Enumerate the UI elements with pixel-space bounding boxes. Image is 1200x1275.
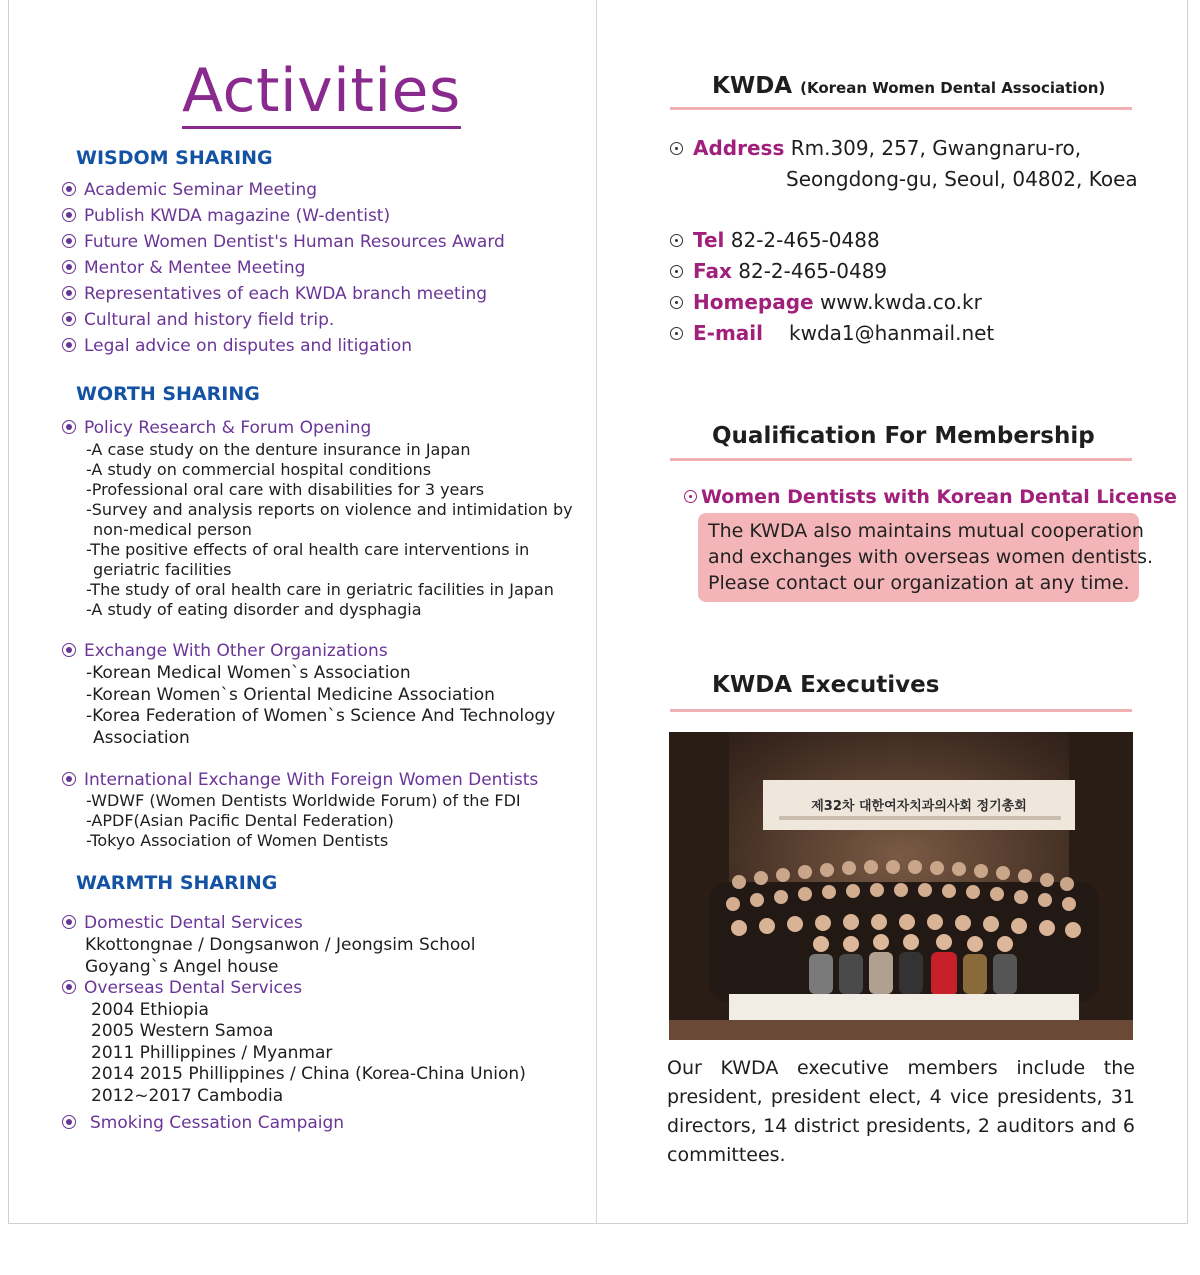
svg-text:제32차 대한여자치과의사회 정기총회: 제32차 대한여자치과의사회 정기총회	[811, 799, 1027, 814]
group-photo	[669, 732, 1133, 1040]
sub-item: -A study of eating disorder and dysphagia	[86, 600, 422, 619]
email-link[interactable]: kwda1@hanmail.net	[789, 321, 995, 345]
bullet-icon	[62, 286, 76, 300]
bullet-icon	[62, 1115, 76, 1129]
sub-item: -Professional oral care with disabilities for 3 years	[86, 480, 485, 499]
list-item: Representatives of each KWDA branch meeting	[62, 284, 487, 304]
address-line: Address Rm.309, 257, Gwangnaru-ro,	[670, 136, 1081, 160]
qualification-item: Women Dentists with Korean Dental License	[684, 486, 1177, 508]
sub-item: 2014 2015 Phillippines / China (Korea-China Union)	[91, 1064, 526, 1084]
divider	[670, 458, 1132, 461]
section-heading-warmth: WARMTH SHARING	[76, 872, 278, 894]
homepage-link[interactable]: www.kwda.co.kr	[819, 290, 982, 314]
circle-dot-icon	[684, 490, 697, 503]
list-item-international: International Exchange With Foreign Women Dentists	[62, 770, 538, 790]
list-item-domestic: Domestic Dental Services	[62, 913, 303, 933]
sub-item: -A study on commercial hospital conditions	[86, 460, 432, 479]
sub-item: -Korean Women`s Oriental Medicine Association	[86, 685, 495, 705]
sub-item: -Korea Federation of Women`s Science And Technology	[86, 706, 556, 726]
info-box	[698, 513, 1154, 602]
sub-item: 2005 Western Samoa	[91, 1021, 274, 1041]
bullet-icon	[62, 312, 76, 326]
bullet-icon	[62, 980, 76, 994]
sub-item: -The positive effects of oral health care interventions in	[86, 540, 530, 559]
section-heading-wisdom: WISDOM SHARING	[76, 147, 273, 169]
circle-dot-icon	[670, 327, 683, 340]
qualification-heading: Qualification For Membership	[712, 423, 1095, 449]
sub-item: -Tokyo Association of Women Dentists	[86, 831, 389, 850]
info-box-line: Please contact our organization at any time.	[708, 572, 1130, 594]
sub-item: 2012~2017 Cambodia	[91, 1086, 284, 1106]
bullet-icon	[62, 915, 76, 929]
bullet-icon	[62, 338, 76, 352]
list-item-smoking: Smoking Cessation Campaign	[62, 1113, 344, 1133]
list-item: Legal advice on disputes and litigation	[62, 336, 412, 356]
sub-item: -WDWF (Women Dentists Worldwide Forum) of the FDI	[86, 791, 521, 810]
sub-item: non-medical person	[93, 520, 252, 539]
list-item-exchange: Exchange With Other Organizations	[62, 641, 388, 661]
circle-dot-icon	[670, 234, 683, 247]
circle-dot-icon	[670, 296, 683, 309]
homepage-line: Homepage www.kwda.co.kr	[670, 290, 982, 314]
email-line: E-mail kwda1@hanmail.net	[670, 321, 994, 345]
sub-item: -A case study on the denture insurance in Japan	[86, 440, 471, 459]
sub-item: -Survey and analysis reports on violence and intimidation by	[86, 500, 573, 519]
kwda-heading: KWDA (Korean Women Dental Association)	[712, 73, 1106, 99]
list-item: Future Women Dentist's Human Resources Award	[62, 232, 505, 252]
sub-item: -The study of oral health care in geriatric facilities in Japan	[86, 580, 554, 599]
panel-fold-line	[596, 0, 597, 1224]
list-item: Academic Seminar Meeting	[62, 180, 317, 200]
sub-item: 2004 Ethiopia	[91, 1000, 209, 1020]
info-box-line: The KWDA also maintains mutual cooperation	[708, 520, 1144, 542]
sub-item: geriatric facilities	[93, 560, 232, 579]
sub-item: -APDF(Asian Pacific Dental Federation)	[86, 811, 394, 830]
tel-line: Tel 82-2-465-0488	[670, 228, 880, 252]
bullet-icon	[62, 208, 76, 222]
section-heading-worth: WORTH SHARING	[76, 383, 260, 405]
bullet-icon	[62, 260, 76, 274]
divider	[670, 709, 1132, 712]
fax-line: Fax 82-2-465-0489	[670, 259, 887, 283]
sub-item: Goyang`s Angel house	[85, 957, 279, 977]
sub-item: Association	[93, 728, 190, 748]
bullet-icon	[62, 234, 76, 248]
bullet-icon	[62, 182, 76, 196]
sub-item: 2011 Phillippines / Myanmar	[91, 1043, 333, 1063]
list-item: Cultural and history field trip.	[62, 310, 334, 330]
bullet-icon	[62, 772, 76, 786]
info-box-line: and exchanges with overseas women dentists.	[708, 546, 1154, 568]
circle-dot-icon	[670, 142, 683, 155]
circle-dot-icon	[670, 265, 683, 278]
address-line-2: Seongdong-gu, Seoul, 04802, Koea	[786, 167, 1138, 191]
page-title: Activities	[182, 56, 461, 129]
list-item: Mentor & Mentee Meeting	[62, 258, 305, 278]
divider	[670, 107, 1132, 110]
bullet-icon	[62, 420, 76, 434]
list-item-overseas: Overseas Dental Services	[62, 978, 302, 998]
list-item: Publish KWDA magazine (W-dentist)	[62, 206, 390, 226]
sub-item: Kkottongnae / Dongsanwon / Jeongsim School	[85, 935, 476, 955]
bullet-icon	[62, 643, 76, 657]
executives-description: Our KWDA executive members include the president, president elect, 4 vice presidents, 31 directors, 14 district presidents, 2 auditors and 6 committees.	[667, 1057, 1135, 1166]
list-item-policy: Policy Research & Forum Opening	[62, 418, 371, 438]
sub-item: -Korean Medical Women`s Association	[86, 663, 411, 683]
executives-heading: KWDA Executives	[712, 672, 940, 698]
